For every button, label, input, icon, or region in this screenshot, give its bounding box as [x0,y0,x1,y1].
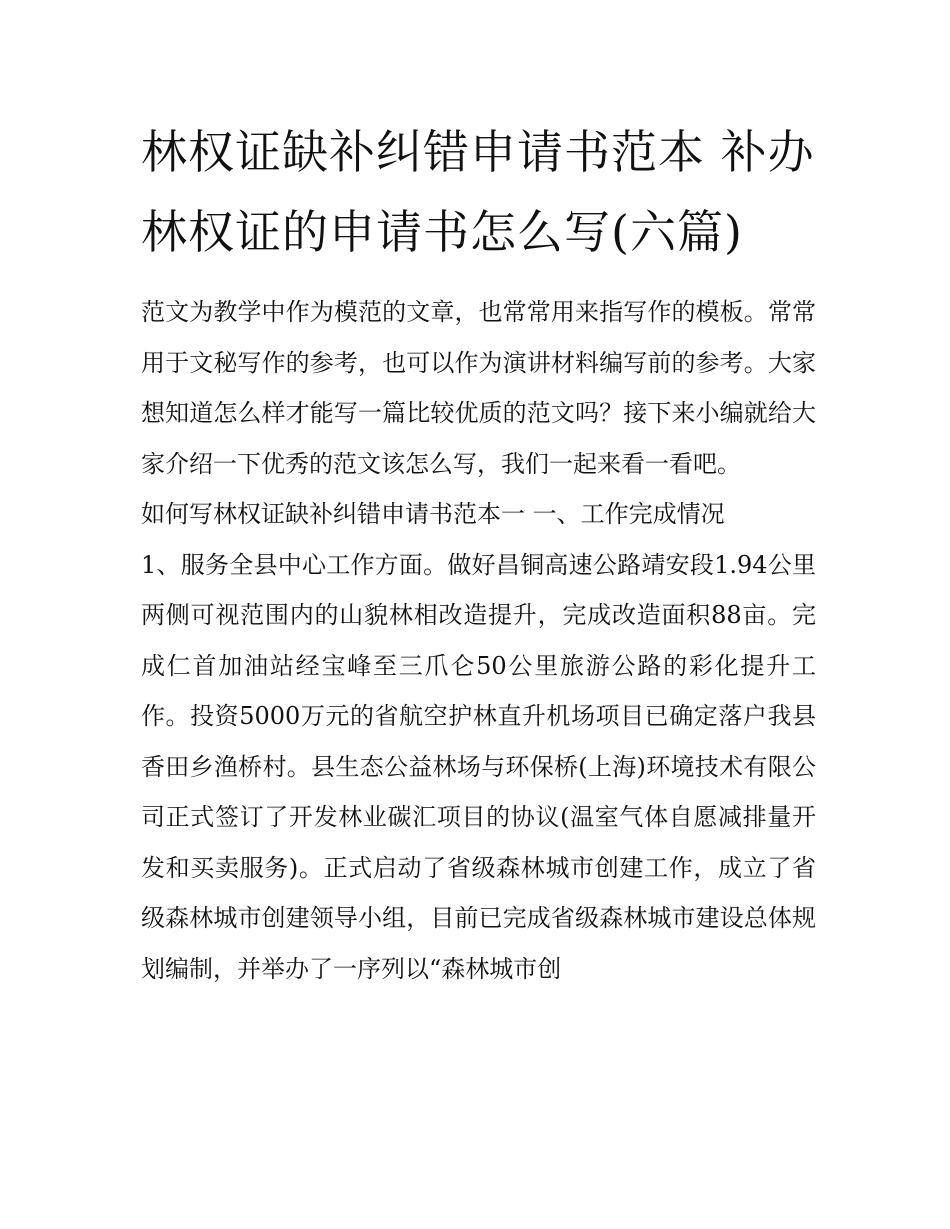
body-paragraph: 1、服务全县中心工作方面。做好昌铜高速公路靖安段1.94公里两侧可视范围内的山貌林相改造提升，完成改造面积88亩。完成仁首加油站经宝峰至三爪仑50公里旅游公路的彩化提升工作。投资5000万元的省航空护林直升机场项目已确定落户我县香田乡渔桥村。县生态公益林场与环保桥(上海)环境技术有限公司正式签订了开发林业碳汇项目的协议(温室气体自愿减排量开发和买卖服务)。正式启动了省级森林城市创建工作，成立了省级森林城市创建领导小组，目前已完成省级森林城市建设总体规划编制，并举办了一序列以“森林城市创 [141,550,816,983]
document-title: 林权证缺补纠错申请书范本 补办林权证的申请书怎么写(六篇) [141,125,815,259]
intro-paragraph: 范文为教学中作为模范的文章，也常常用来指写作的模板。常常用于文秘写作的参考，也可以作为演讲材料编写前的参考。大家想知道怎么样才能写一篇比较优质的范文吗？接下来小编就给大家介绍一下优秀的范文该怎么写，我们一起来看一看吧。 [141,298,816,478]
section-heading-paragraph: 如何写林权证缺补纠错申请书范本一 一、工作完成情况 [141,500,725,528]
document-page [141,112,816,994]
